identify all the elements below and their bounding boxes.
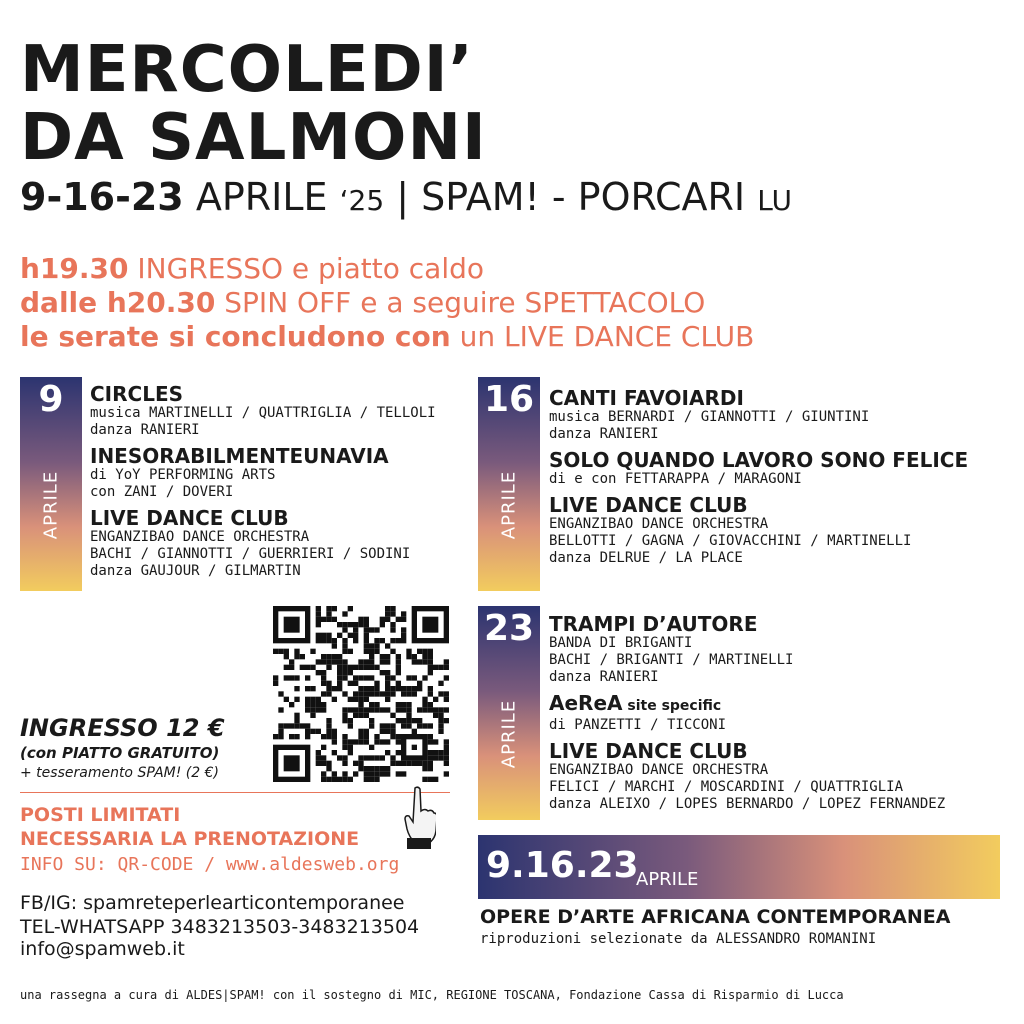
exhibition-dates: 9.16.23 — [486, 845, 639, 886]
day-23-events — [549, 613, 945, 819]
event-line: con ZANI / DOVERI — [90, 484, 234, 500]
event-line: danza GAUJOUR / GILMARTIN — [90, 563, 301, 579]
event-title: TRAMPI D’AUTORE — [549, 612, 758, 636]
dates: 9-16-23 — [20, 175, 184, 219]
ticket-membership: + tesseramento SPAM! (2 €) — [20, 765, 219, 781]
exhibition-banner — [478, 835, 1000, 899]
event — [90, 383, 436, 439]
event — [90, 445, 436, 501]
exhibition-month: APRILE — [636, 869, 699, 890]
title-line-2: DA SALMONI — [20, 101, 487, 175]
event-line: danza RANIERI — [549, 669, 659, 685]
event-title: LIVE DANCE CLUB — [549, 739, 748, 763]
event-title: SOLO QUANDO LAVORO SONO FELICE — [549, 448, 969, 472]
qr-code-icon[interactable] — [273, 606, 449, 782]
event — [90, 507, 436, 580]
separator: | — [396, 175, 410, 219]
booking-line-1: POSTI LIMITATI — [20, 804, 181, 826]
event-line: BANDA DI BRIGANTI — [549, 635, 693, 651]
schedule-text: INGRESSO e piatto caldo — [128, 252, 484, 285]
event-line: BACHI / GIANNOTTI / GUERRIERI / SODINI — [90, 546, 411, 562]
event-line: di e con FETTARAPPA / MARAGONI — [549, 471, 802, 487]
event-line: musica BERNARDI / GIANNOTTI / GIUNTINI — [549, 409, 870, 425]
day-month: APRILE — [498, 700, 520, 769]
date-venue-line — [20, 175, 792, 219]
social-handle[interactable]: FB/IG: spamreteperlearticontemporanee — [20, 892, 405, 914]
event-line: ENGANZIBAO DANCE ORCHESTRA — [549, 762, 769, 778]
booking-info-link[interactable]: INFO SU: QR-CODE / www.aldesweb.org — [20, 854, 400, 875]
schedule-time: h19.30 — [20, 252, 129, 285]
event-line: di PANZETTI / TICCONI — [549, 717, 727, 733]
schedule-line-2 — [20, 286, 706, 319]
event — [549, 692, 945, 734]
footer-credits: una rassegna a cura di ALDES|SPAM! con il sostegno di MIC, REGIONE TOSCANA, Fondazione Cassa di Risparmio di Lucca — [20, 988, 844, 1002]
schedule-line-3 — [20, 320, 755, 353]
year: ‘25 — [339, 184, 385, 217]
event-title: CIRCLES — [90, 382, 184, 406]
schedule-text: SPIN OFF e a seguire SPETTACOLO — [215, 286, 706, 319]
event — [549, 494, 968, 567]
event-line: di YoY PERFORMING ARTS — [90, 467, 276, 483]
event-line: danza ALEIXO / LOPES BERNARDO / LOPEZ FERNANDEZ — [549, 796, 946, 812]
ticket-price: INGRESSO 12 € — [20, 714, 225, 742]
day-9-events — [90, 383, 436, 586]
day-month: APRILE — [40, 471, 62, 540]
event — [549, 449, 968, 488]
event-title: AeReA — [549, 691, 623, 715]
schedule-text: un LIVE DANCE CLUB — [450, 320, 755, 353]
event-line: musica MARTINELLI / QUATTRIGLIA / TELLOLI — [90, 405, 436, 421]
province: LU — [757, 184, 792, 217]
venue: SPAM! - PORCARI — [421, 175, 746, 219]
title-line-1: MERCOLEDI’ — [20, 33, 474, 107]
month: APRILE — [195, 175, 328, 219]
event-line: ENGANZIBAO DANCE ORCHESTRA — [90, 529, 310, 545]
event — [549, 740, 945, 813]
event-line: danza DELRUE / LA PLACE — [549, 550, 743, 566]
day-number: 9 — [38, 379, 64, 420]
day-month: APRILE — [498, 471, 520, 540]
event-title: INESORABILMENTEUNAVIA — [90, 444, 389, 468]
event-title: LIVE DANCE CLUB — [549, 493, 748, 517]
schedule-time: le serate si concludono con — [20, 320, 451, 353]
event-line: danza RANIERI — [90, 422, 200, 438]
email-link[interactable]: info@spamweb.it — [20, 938, 185, 960]
event-title-small: site specific — [622, 698, 722, 714]
date-bar-9 — [20, 377, 82, 591]
date-bar-23 — [478, 606, 540, 820]
schedule-line-1 — [20, 252, 484, 285]
date-bar-16 — [478, 377, 540, 591]
event — [549, 387, 968, 443]
event-title: LIVE DANCE CLUB — [90, 506, 289, 530]
event-line: ENGANZIBAO DANCE ORCHESTRA — [549, 516, 769, 532]
event-title: CANTI FAVOIARDI — [549, 386, 744, 410]
exhibition-title: OPERE D’ARTE AFRICANA CONTEMPORANEA — [480, 906, 951, 928]
booking-line-2: NECESSARIA LA PRENOTAZIONE — [20, 828, 360, 850]
event-title-row — [549, 692, 945, 717]
phone-numbers[interactable]: TEL-WHATSAPP 3483213503-3483213504 — [20, 916, 420, 938]
event-line: BACHI / BRIGANTI / MARTINELLI — [549, 652, 794, 668]
ticket-note: (con PIATTO GRATUITO) — [20, 744, 220, 762]
exhibition-subtitle: riproduzioni selezionate da ALESSANDRO ROMANINI — [480, 931, 877, 947]
event-line: danza RANIERI — [549, 426, 659, 442]
event-line: BELLOTTI / GAGNA / GIOVACCHINI / MARTINELLI — [549, 533, 912, 549]
day-number: 16 — [483, 379, 535, 420]
schedule-time: dalle h20.30 — [20, 286, 216, 319]
event — [549, 613, 945, 686]
day-16-events — [549, 387, 968, 573]
event-line: FELICI / MARCHI / MOSCARDINI / QUATTRIGLIA — [549, 779, 904, 795]
day-number: 23 — [483, 608, 535, 649]
pointing-hand-icon — [400, 786, 436, 850]
divider — [20, 792, 450, 793]
